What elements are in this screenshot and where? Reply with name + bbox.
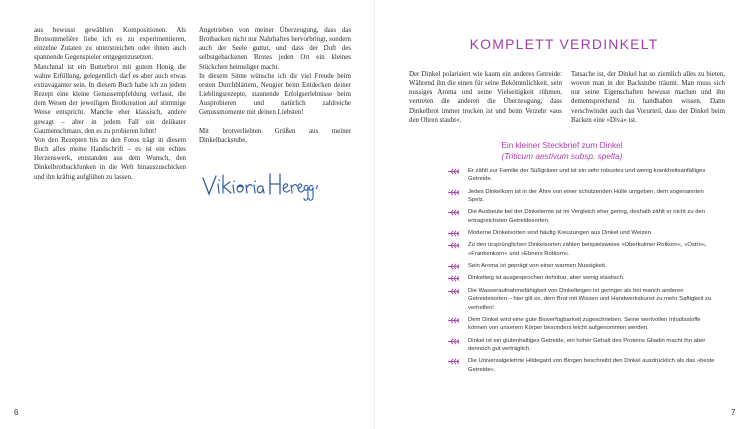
list-item-text: Dem Dinkel wird eine gute Bioverfügbarkeit zugeschrieben. Seine wertvollen Inhaltsstoffe können von unserem Körper besonders leicht aufgenommen werden. [468, 316, 701, 332]
paragraph: Der Dinkel polarisiert wie kaum ein anderes Getreide: Während ihn die einen für seine Bekömmlichkeit, sein nussiges Aroma und seine Vielseitigkeit rühmen, vertreten die anderen die Überzeugung, dass Dinkelbrot immer trocken ist und beim Verzehr »aus den Ohren staubt«. [409, 71, 562, 124]
wheat-ear-icon [448, 317, 460, 324]
list-item [446, 229, 718, 237]
wheat-ear-icon [448, 275, 460, 282]
fact-list [446, 167, 718, 378]
paragraph: Manchmal ist ein Butterbrot mit gutem Honig die wahre Erfüllung, gelegentlich darf es aber auch etwas extravaganter sein. In diesem Buch habe ich zu jedem Rezept eine kleine Genussempfehlung verfasst, die dem Wesen der jeweiligen Brotkreation auf stimmige Weise entspricht. Manche eher klassisch, andere gewagt – aber in jedem Fall ein delikater Gaumenschmaus, den es zu probieren lohnt! [34, 63, 186, 135]
list-item [446, 241, 718, 258]
list-item-text: Dinkelteig ist ausgesprochen dehnbar, aber wenig elastisch. [468, 275, 625, 282]
wheat-ear-icon [448, 230, 460, 237]
page-number-right: 7 [731, 408, 736, 417]
paragraph: In diesem Sinne wünsche ich dir viel Freude beim ersten Durchblättern, Neugier beim Entdecken deiner Lieblingsrezepte, staunende Erfolgserlebnisse beim Ausprobieren und natürlich zahlreiche Genussmomente mit deinen Liebsten! [199, 72, 351, 117]
list-item [446, 316, 718, 333]
list-item-text: Zu den ursprünglichen Dinkelsorten zählen beispielsweise »Oberkulmer Rotkorn«, »Ostro«, »Frankenkorn« und »Ebners Rotkorn«. [468, 242, 707, 257]
handwritten-signature [200, 170, 318, 202]
greeting: Mit brotverliebten Grüßen aus meiner Dinkelbackstube, [199, 127, 351, 144]
wheat-ear-icon [448, 168, 460, 175]
fact-box-title: Ein kleiner Steckbrief zum Dinkel [501, 140, 623, 150]
list-item-text: Er zählt zur Familie der Süßgräser und ist ein sehr robustes und wenig krankheitsanfälliges Getreide. [468, 168, 706, 183]
left-page-column-1 [34, 26, 186, 182]
paragraph: Tatsache ist, der Dinkel hat so ziemlich alles zu bieten, wovon man in der Backstube träumt. Man muss sich nur seine Eigenschaften bewusst machen und ihn dementsprechend zu handhaben wissen. Dann verschwindet auch das Vorurteil, dass der Dinkel beim Backen eine »Diva« ist. [571, 71, 725, 124]
right-page-column-1 [409, 70, 562, 125]
wheat-ear-icon [448, 242, 460, 249]
wheat-ear-icon [448, 358, 460, 365]
list-item [446, 337, 718, 354]
list-item [446, 208, 718, 225]
list-item [446, 287, 718, 312]
wheat-ear-icon [448, 189, 460, 196]
list-item-text: Die Ausbeute bei der Dinkelernte ist im Vergleich eher gering, deshalb zählt er nicht zu den ertragreichsten Getreidesorten. [468, 209, 706, 224]
list-item [446, 167, 718, 184]
list-item-text: Sein Aroma ist geprägt von einer warmen Nussigkeit. [468, 263, 607, 270]
page-gutter [374, 0, 375, 429]
paragraph: Angetrieben von meiner Überzeugung, dass das Brotbacken nicht nur Nahrhaftes hervorbringt, sondern auch der Seele guttut, und dass der Duft des selbstgebackenen Brotes jeden Ort ein kleines Stückchen heimeliger macht. [199, 27, 351, 71]
wheat-ear-icon [448, 338, 460, 345]
paragraph: Von den Rezepten bis zu den Fotos trägt in diesem Buch alles meine Handschrift – es ist ein echtes Herzenswerk, entstanden aus dem Wunsch, den Dinkelbrotbackfunken in die Welt hinauszuschicken und ihn kräftig aufglühen zu lassen. [34, 136, 186, 181]
list-item-text: Die Wasseraufnahmefähigkeit von Dinkelteigen ist geringer als bei manch anderen Getreidesorten – hier gilt es, dem Brot mit Wissen und Handwerkskunst zu mehr Saftigkeit zu verhelfen! [468, 287, 712, 311]
wheat-ear-icon [448, 288, 460, 295]
paragraph: aus bewusst gewählten Kompositionen. Als Brotsommelière liebe ich es zu experimentieren, einzelne Zutaten zu unterstreichen oder ihnen auch spannende Gegenspieler entgegenzusetzen. [34, 27, 186, 62]
list-item [446, 357, 718, 374]
list-item [446, 188, 718, 205]
list-item [446, 274, 718, 282]
list-item-text: Dinkel ist ein glutenhaltiges Getreide, ein hoher Gehalt des Proteins Gliadin macht ihn aber dennoch gut verträglich. [468, 337, 706, 352]
left-page-column-2 [199, 26, 351, 145]
list-item [446, 262, 718, 270]
wheat-ear-icon [448, 263, 460, 270]
fact-box-subtitle: (Triticum aestivum subsp. spelta) [501, 151, 623, 161]
page-number-left: 6 [14, 408, 19, 417]
list-item-text: Die Universalgelehrte Hildegard von Bingen beschreibt den Dinkel ausdrücklich als das »beste Getreide«. [468, 358, 715, 373]
list-item-text: Jedes Dinkelkorn ist in der Ähre von einer schützenden Hülle umgeben, dem sogenannten Spelz. [468, 188, 704, 204]
right-page-column-2 [571, 70, 725, 125]
list-item-text: Moderne Dinkelsorten sind häufig Kreuzungen aus Dinkel und Weizen. [468, 230, 653, 237]
wheat-ear-icon [448, 209, 460, 216]
section-heading: KOMPLETT VERDINKELT [469, 36, 659, 52]
